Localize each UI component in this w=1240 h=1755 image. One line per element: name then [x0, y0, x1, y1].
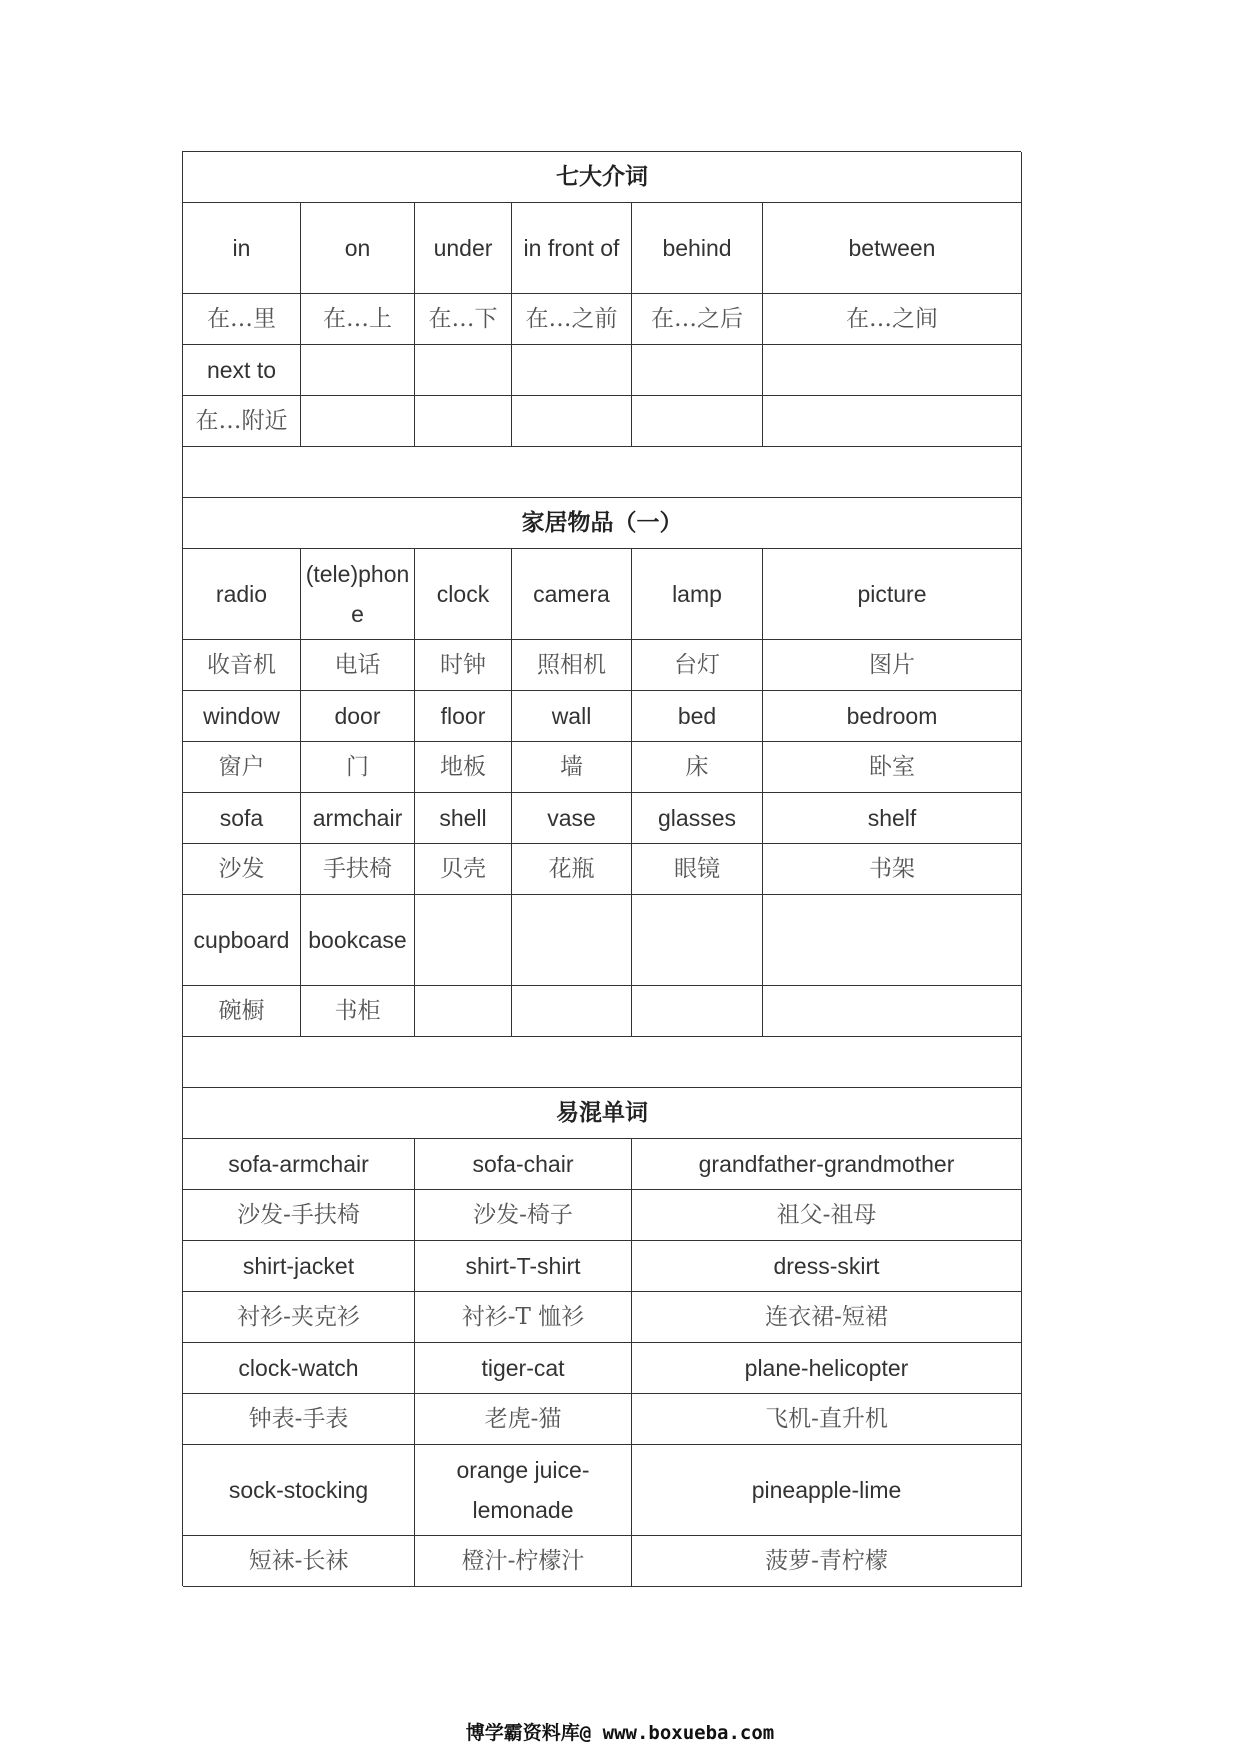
table-cell: 老虎-猫 — [415, 1394, 632, 1445]
table-cell: sofa-chair — [415, 1139, 632, 1190]
table-cell: 在…之间 — [763, 294, 1022, 345]
table-cell: 窗户 — [183, 742, 301, 793]
table-cell: cupboard — [183, 895, 301, 986]
table-cell: 碗橱 — [183, 986, 301, 1037]
empty-cell — [763, 986, 1022, 1037]
table-cell: 钟表-手表 — [183, 1394, 415, 1445]
table-cell: clock — [415, 549, 512, 640]
table-cell: 门 — [301, 742, 415, 793]
table-cell: grandfather-grandmother — [632, 1139, 1022, 1190]
empty-cell — [512, 986, 632, 1037]
footer-watermark: 博学霸资料库@ www.boxueba.com — [465, 1722, 775, 1744]
table-cell: 菠萝-青柠檬 — [632, 1536, 1022, 1587]
table-cell: 收音机 — [183, 640, 301, 691]
table-cell: bed — [632, 691, 763, 742]
table-cell: 衬衫-T 恤衫 — [415, 1292, 632, 1343]
table-cell: sofa-armchair — [183, 1139, 415, 1190]
empty-cell — [415, 345, 512, 396]
table-cell: 在…上 — [301, 294, 415, 345]
empty-cell — [415, 396, 512, 447]
table-cell: 衬衫-夹克衫 — [183, 1292, 415, 1343]
table-cell: picture — [763, 549, 1022, 640]
empty-cell — [632, 895, 763, 986]
table-cell: 地板 — [415, 742, 512, 793]
table-cell: 在…下 — [415, 294, 512, 345]
table-cell: tiger-cat — [415, 1343, 632, 1394]
table-cell: 电话 — [301, 640, 415, 691]
blank-row — [183, 447, 1022, 498]
table-cell: 祖父-祖母 — [632, 1190, 1022, 1241]
table-cell: behind — [632, 203, 763, 294]
table-cell: 飞机-直升机 — [632, 1394, 1022, 1445]
table-cell: 在…里 — [183, 294, 301, 345]
section-title-prepositions: 七大介词 — [183, 152, 1022, 203]
empty-cell — [632, 986, 763, 1037]
empty-cell — [763, 895, 1022, 986]
table-cell: dress-skirt — [632, 1241, 1022, 1292]
section-title-confusing-words: 易混单词 — [183, 1088, 1022, 1139]
table-cell: armchair — [301, 793, 415, 844]
table-cell: camera — [512, 549, 632, 640]
empty-cell — [632, 396, 763, 447]
table-cell: (tele)phone — [301, 549, 415, 640]
table-cell: shelf — [763, 793, 1022, 844]
empty-cell — [301, 345, 415, 396]
table-cell: 在…附近 — [183, 396, 301, 447]
table-cell: 沙发 — [183, 844, 301, 895]
table-cell: 花瓶 — [512, 844, 632, 895]
table-cell: pineapple-lime — [632, 1445, 1022, 1536]
table-cell: vase — [512, 793, 632, 844]
table-cell: bedroom — [763, 691, 1022, 742]
table-cell: door — [301, 691, 415, 742]
table-cell: shirt-jacket — [183, 1241, 415, 1292]
table-cell: shell — [415, 793, 512, 844]
table-cell: 时钟 — [415, 640, 512, 691]
table-cell: 床 — [632, 742, 763, 793]
table-cell: shirt-T-shirt — [415, 1241, 632, 1292]
table-cell: 照相机 — [512, 640, 632, 691]
section-title-household: 家居物品（一） — [183, 498, 1022, 549]
blank-row — [183, 1037, 1022, 1088]
table-cell: in — [183, 203, 301, 294]
table-cell: 书柜 — [301, 986, 415, 1037]
table-cell: 台灯 — [632, 640, 763, 691]
table-cell: 橙汁-柠檬汁 — [415, 1536, 632, 1587]
empty-cell — [415, 895, 512, 986]
table-cell: sock-stocking — [183, 1445, 415, 1536]
empty-cell — [512, 396, 632, 447]
table-cell: radio — [183, 549, 301, 640]
table-cell: 在…之前 — [512, 294, 632, 345]
empty-cell — [763, 396, 1022, 447]
table-cell: 连衣裙-短裙 — [632, 1292, 1022, 1343]
vocabulary-table — [182, 151, 1021, 1586]
table-cell: between — [763, 203, 1022, 294]
table-cell: 卧室 — [763, 742, 1022, 793]
table-cell: orange juice-lemonade — [415, 1445, 632, 1536]
table-cell: wall — [512, 691, 632, 742]
table-cell: 书架 — [763, 844, 1022, 895]
empty-cell — [512, 895, 632, 986]
table-cell: 手扶椅 — [301, 844, 415, 895]
table-cell: 短袜-长袜 — [183, 1536, 415, 1587]
table-cell: next to — [183, 345, 301, 396]
empty-cell — [632, 345, 763, 396]
empty-cell — [301, 396, 415, 447]
table-cell: clock-watch — [183, 1343, 415, 1394]
table-cell: 在…之后 — [632, 294, 763, 345]
table-cell: sofa — [183, 793, 301, 844]
table-cell: 图片 — [763, 640, 1022, 691]
table-cell: floor — [415, 691, 512, 742]
table-cell: in front of — [512, 203, 632, 294]
table-cell: lamp — [632, 549, 763, 640]
empty-cell — [415, 986, 512, 1037]
empty-cell — [512, 345, 632, 396]
table-cell: 贝壳 — [415, 844, 512, 895]
table-cell: 墙 — [512, 742, 632, 793]
table-cell: 眼镜 — [632, 844, 763, 895]
table-cell: window — [183, 691, 301, 742]
empty-cell — [763, 345, 1022, 396]
table-cell: plane-helicopter — [632, 1343, 1022, 1394]
table-cell: 沙发-手扶椅 — [183, 1190, 415, 1241]
table-cell: under — [415, 203, 512, 294]
table-cell: bookcase — [301, 895, 415, 986]
table-cell: 沙发-椅子 — [415, 1190, 632, 1241]
table-cell: glasses — [632, 793, 763, 844]
table-cell: on — [301, 203, 415, 294]
